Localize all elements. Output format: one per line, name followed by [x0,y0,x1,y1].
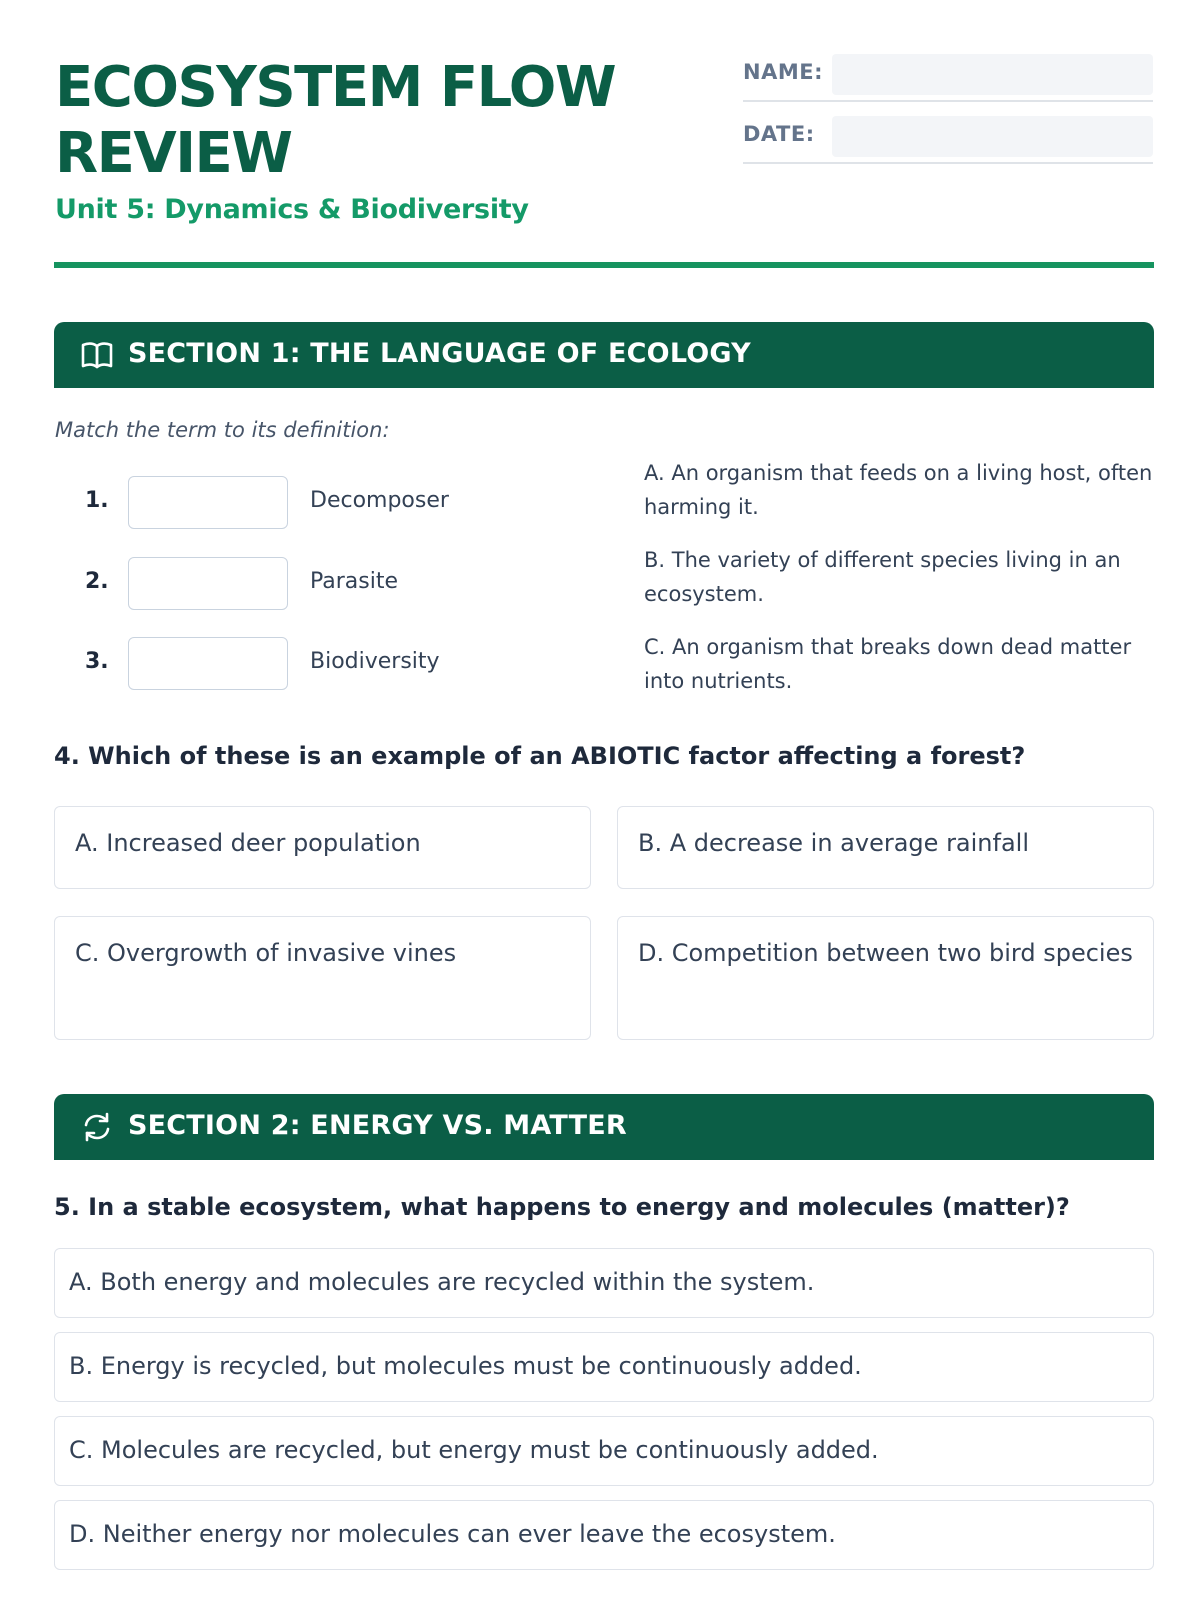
date-label: DATE: [743,122,815,146]
match-row [54,637,594,691]
q5-option-c[interactable]: C. Molecules are recycled, but energy must be continuously added. [54,1416,1154,1486]
section-1-banner [54,322,1154,388]
question-4: 4. Which of these is an example of an ABIOTIC factor affecting a forest? [54,742,1026,770]
name-input[interactable] [832,54,1153,95]
worksheet-title: ECOSYSTEM FLOW REVIEW [55,55,616,186]
match-number: 2. [85,569,109,594]
match-term: Parasite [310,569,399,594]
name-label: NAME: [743,60,823,84]
definition-a: A. An organism that feeds on a living host, often harming it. [644,461,1153,519]
q5-option-d[interactable]: D. Neither energy nor molecules can ever leave the ecosystem. [54,1500,1154,1570]
worksheet-subtitle: Unit 5: Dynamics & Biodiversity [55,194,529,225]
definition-b: B. The variety of different species living in an ecosystem. [644,548,1121,606]
q4-option-c[interactable]: C. Overgrowth of invasive vines [54,916,591,1040]
q5-option-b[interactable]: B. Energy is recycled, but molecules must be continuously added. [54,1332,1154,1402]
section-2-title: SECTION 2: ENERGY VS. MATTER [128,1110,627,1141]
section-1-title: SECTION 1: THE LANGUAGE OF ECOLOGY [128,338,751,369]
open-book-icon [80,339,114,371]
match-row [54,557,594,611]
q5-option-a[interactable]: A. Both energy and molecules are recycled within the system. [54,1248,1154,1318]
definition-c: C. An organism that breaks down dead matter into nutrients. [644,635,1132,693]
question-5: 5. In a stable ecosystem, what happens to energy and molecules (matter)? [54,1193,1070,1221]
date-input[interactable] [832,116,1153,157]
match-answer-input-1[interactable] [128,476,288,529]
match-number: 3. [85,649,109,674]
match-number: 1. [85,488,109,513]
header-divider [54,262,1154,268]
match-term: Decomposer [310,488,449,513]
match-term: Biodiversity [310,649,440,674]
match-answer-input-2[interactable] [128,557,288,610]
q4-option-a[interactable]: A. Increased deer population [54,806,591,889]
matching-instruction: Match the term to its definition: [55,418,390,442]
q4-option-d[interactable]: D. Competition between two bird species [617,916,1154,1040]
name-field-row [743,54,1153,102]
match-row [54,476,594,530]
section-2-banner [54,1094,1154,1160]
date-field-row [743,116,1153,164]
refresh-cycle-icon [80,1111,114,1143]
q4-option-b[interactable]: B. A decrease in average rainfall [617,806,1154,889]
match-answer-input-3[interactable] [128,637,288,690]
